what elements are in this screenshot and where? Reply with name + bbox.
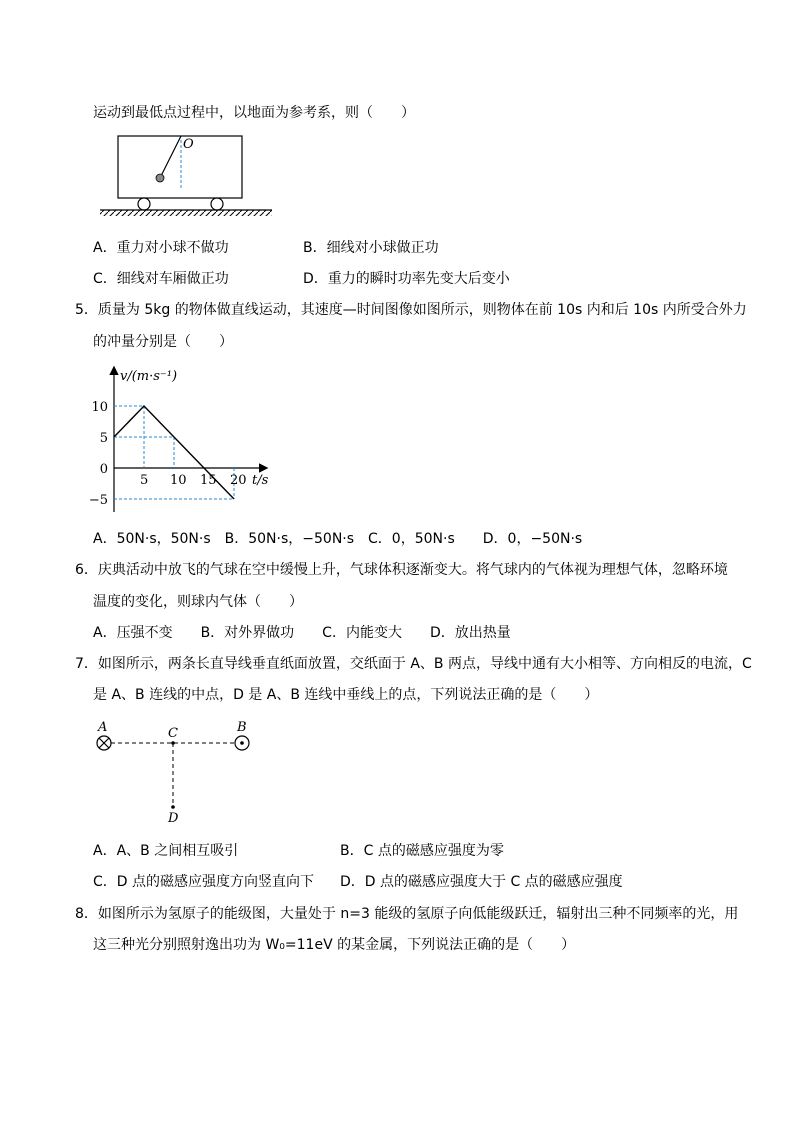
q7-option-d: D．D 点的磁感应强度大于 C 点的磁感应强度 (340, 874, 623, 890)
y-tick-label: 5 (99, 431, 108, 446)
wire-b-out-of-page-icon (235, 736, 249, 750)
q4-stem-tail: 运动到最低点过程中，以地面为参考系，则（ ） (93, 105, 415, 121)
q7-stem-line1: 7．如图所示，两条长直导线垂直纸面放置，交纸面于 A、B 两点，导线中通有大小相等、方向相反的电流，C (75, 656, 752, 672)
point-d (171, 805, 175, 809)
y-tick-label: 10 (91, 400, 108, 415)
x-tick-label: 15 (200, 473, 217, 488)
q4-option-d: D．重力的瞬时功率先变大后变小 (303, 271, 510, 287)
x-axis-label: t/s (252, 473, 269, 488)
q7-option-c: C．D 点的磁感应强度方向竖直向下 (93, 874, 315, 890)
q8-stem-line2: 这三种光分别照射逸出功为 W₀=11eV 的某金属，下列说法正确的是（ ） (93, 937, 576, 953)
pivot-label-o: O (183, 137, 194, 152)
q6-stem-line2: 温度的变化，则球内气体（ ） (93, 594, 303, 610)
q5-velocity-time-chart (84, 362, 284, 522)
q5-stem-line2: 的冲量分别是（ ） (93, 334, 233, 350)
wheel-left (138, 198, 150, 210)
x-tick-label: 5 (140, 473, 149, 488)
x-tick-label: 20 (230, 473, 247, 488)
wheel-right (211, 198, 223, 210)
label-c: C (168, 726, 178, 741)
q6-stem-line1: 6．庆典活动中放飞的气球在空中缓慢上升，气球体积逐渐变大。将气球内的气体视为理想气体，忽略环境 (75, 562, 728, 578)
q5-stem-line1: 5．质量为 5kg 的物体做直线运动，其速度—时间图像如图所示，则物体在前 10s 内和后 10s 内所受合外力 (75, 302, 747, 318)
q4-option-b: B．细线对小球做正功 (303, 240, 439, 256)
q7-stem-line2: 是 A、B 连线的中点，D 是 A、B 连线中垂线上的点，下列说法正确的是（ ） (93, 687, 599, 703)
ground-hatch (100, 210, 272, 216)
pendulum-ball (156, 174, 164, 182)
point-c (171, 741, 175, 745)
q7-option-b: B．C 点的磁感应强度为零 (340, 843, 504, 859)
q5-options: A．50N·s，50N·s B．50N·s，−50N·s C．0，50N·s D．0，−50N·s (93, 531, 583, 547)
q6-options: A．压强不变 B．对外界做功 C．内能变大 D．放出热量 (93, 625, 511, 641)
label-a: A (98, 720, 108, 735)
q8-stem-line1: 8．如图所示为氢原子的能级图，大量处于 n=3 能级的氢原子向低能级跃迁，辐射出三种不同频率的光，用 (75, 906, 739, 922)
y-axis-label: v/(m·s⁻¹) (120, 369, 178, 384)
q7-wire-figure (90, 718, 260, 828)
pendulum-string (160, 136, 181, 178)
q4-option-a: A．重力对小球不做功 (93, 240, 229, 256)
q4-pendulum-figure (96, 128, 276, 220)
x-tick-label: 10 (170, 473, 187, 488)
label-d: D (168, 811, 179, 826)
q7-option-a: A．A、B 之间相互吸引 (93, 843, 239, 859)
y-tick-label: −5 (88, 493, 108, 508)
carriage-body (118, 136, 242, 198)
wire-a-into-page-icon (97, 736, 111, 750)
y-tick-label: 0 (99, 462, 108, 477)
q4-option-c: C．细线对车厢做正功 (93, 271, 229, 287)
label-b: B (237, 720, 247, 735)
